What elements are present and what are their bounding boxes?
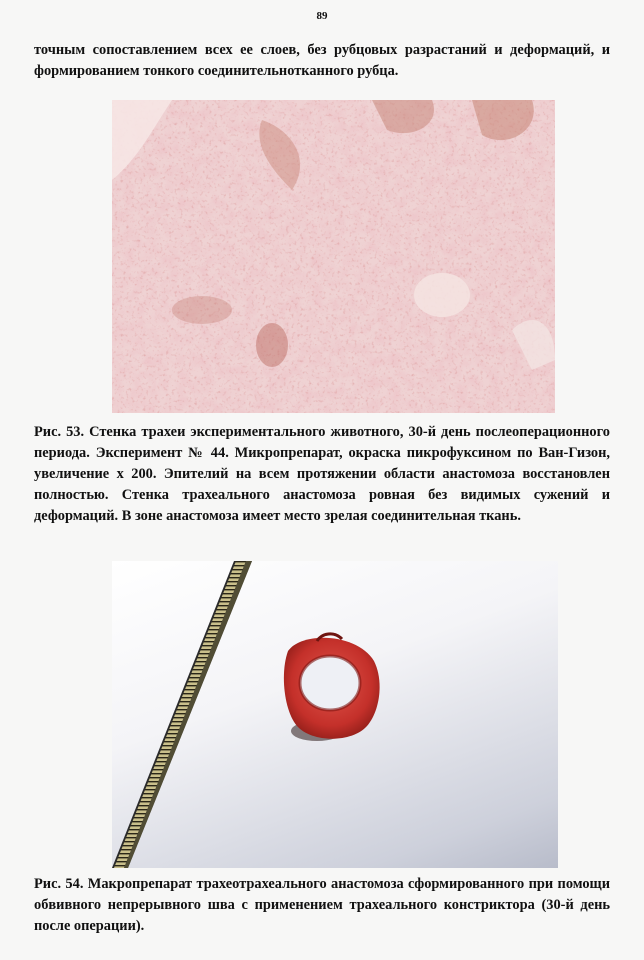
specimen-photo-image (112, 561, 558, 868)
page-number: 89 (316, 10, 328, 22)
figure-53-caption: Рис. 53. Стенка трахеи экспериментального животного, 30-й день послеоперационного периода. Эксперимент № 44. Микропрепарат, окраска пикрофуксином по Ван-Гизон, увеличение x 200. Эпителий на всем протяжении области анастомоза восстановлен полностью. Стенка трахеального анастомоза ровная без видимых сужений и деформаций. В зоне анастомоза имеет место зрелая соединительная ткань. (34, 424, 610, 524)
figure-54-caption: Рис. 54. Макропрепарат трахеотрахеального анастомоза сформированного при помощи обвивного непрерывного шва с применением трахеального констриктора (30-й день после операции). (34, 876, 610, 934)
micrograph-image (112, 100, 555, 413)
body-paragraph: точным сопоставлением всех ее слоев, без рубцовых разрастаний и деформаций, и формированием тонкого соединительнотканного рубца. (34, 42, 610, 79)
